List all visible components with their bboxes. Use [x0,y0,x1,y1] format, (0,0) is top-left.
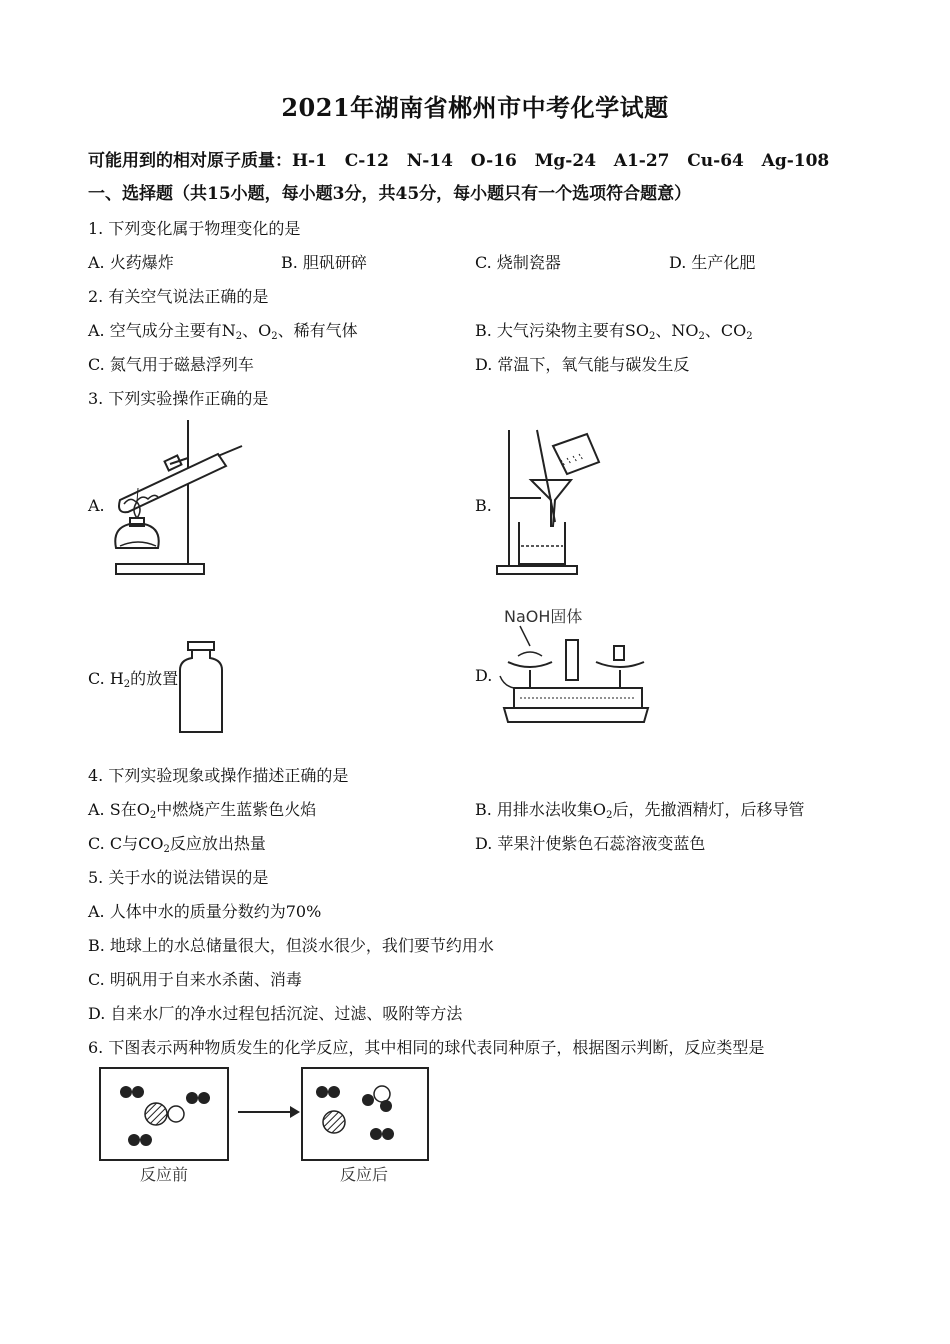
question-3-option-a-label: A. [88,496,105,515]
question-2-option-c: C. 氮气用于磁悬浮列车 [88,355,254,374]
question-2-stem: 2. 有关空气说法正确的是 [88,287,269,306]
reaction-diagram [96,1064,436,1188]
heating-test-tube-figure [108,418,248,580]
question-4-stem: 4. 下列实验现象或操作描述正确的是 [88,766,349,785]
question-5-stem: 5. 关于水的说法错误的是 [88,868,269,887]
question-1-option-b: B. 胆矾研碎 [281,253,367,272]
question-2-option-a: A. 空气成分主要有$N_2$、$O_2$、稀有气体 [88,321,358,342]
question-3-stem: 3. 下列实验操作正确的是 [88,389,269,408]
question-2-option-b: B. 大气污染物主要有$SO_2$、$NO_2$、$CO_2$ [475,321,753,342]
page-title: 2021年湖南省郴州市中考化学试题 [281,93,669,122]
after-box [302,1068,428,1160]
question-5-option-c: C. 明矾用于自来水杀菌、消毒 [88,970,302,989]
question-2-option-d: D. 常温下，氧气能与碳发生反 [475,355,690,374]
question-3-option-c: C. $H_2$的放置 [88,669,179,690]
question-4-option-b: B. 用排水法收集$O_2$后，先撤酒精灯，后移导管 [475,800,805,821]
question-1-stem: 1. 下列变化属于物理变化的是 [88,219,301,238]
question-3-option-b-label: B. [475,496,492,515]
question-1-option-a: A. 火药爆炸 [88,253,174,272]
question-5-option-a: A. 人体中水的质量分数约为70% [88,902,322,921]
atomic-masses: 可能用到的相对原子质量：H-1 C-12 N-14 O-16 Mg-24 A1-27 Cu-64 Ag-108 [88,151,830,171]
question-3-option-d-label: D. [475,666,493,685]
question-4-option-d: D. 苹果汁使紫色石蕊溶液变蓝色 [475,834,706,853]
after-label: 反应后 [340,1165,389,1184]
question-5-option-d: D. 自来水厂的净水过程包括沉淀、过滤、吸附等方法 [88,1004,463,1023]
question-4-option-a: A. S在$O_2$中燃烧产生蓝紫色火焰 [88,800,317,821]
question-1-option-c: C. 烧制瓷器 [475,253,561,272]
reaction-arrow-icon [238,1106,300,1118]
question-1-option-d: D. 生产化肥 [669,253,756,272]
section-heading: 一、选择题（共15小题，每小题3分，共45分，每小题只有一个选项符合题意） [88,184,692,204]
before-label: 反应前 [140,1165,189,1184]
filtration-figure [495,426,605,578]
question-5-option-b: B. 地球上的水总储量很大，但淡水很少，我们要节约用水 [88,936,494,955]
balance-figure [500,604,652,728]
question-6-stem: 6. 下图表示两种物质发生的化学反应，其中相同的球代表同种原子，根据图示判断，反应类型是 [88,1038,765,1057]
question-4-option-c: C. C与$CO_2$反应放出热量 [88,834,266,855]
gas-bottle-figure [176,640,226,734]
naoh-caption: NaOH固体 [504,607,583,626]
